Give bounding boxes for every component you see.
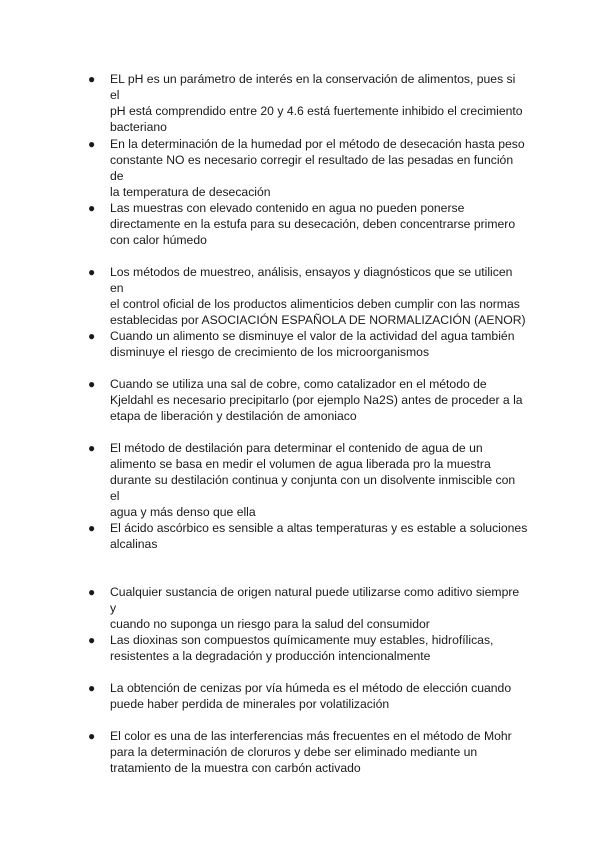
item-line: la temperatura de desecación (110, 185, 271, 199)
item-line: cuando no suponga un riesgo para la salud del consumidor (110, 617, 430, 631)
item-line: Los métodos de muestreo, análisis, ensayos y diagnósticos que se utilicen en (110, 265, 513, 295)
item-line: Las dioxinas son compuestos químicamente muy estables, hidrofílicas, (110, 633, 494, 647)
list-item (88, 728, 528, 776)
list-item (88, 71, 528, 135)
list-item (88, 328, 528, 360)
list-item (88, 376, 528, 424)
item-line: Cuando se utiliza una sal de cobre, como catalizador en el método de (110, 377, 487, 391)
item-line: alcalinas (110, 537, 158, 551)
item-text (110, 71, 528, 135)
list-item (88, 632, 528, 664)
bullet-icon: ● (88, 377, 96, 391)
item-text (110, 440, 528, 520)
item-line: el control oficial de los productos alimenticios deben cumplir con las normas (110, 297, 520, 311)
bullet-icon: ● (88, 265, 96, 279)
list-item (88, 440, 528, 520)
list-item (88, 264, 528, 328)
item-line: Kjeldahl es necesario precipitarlo (por ejemplo Na2S) antes de proceder a la (110, 393, 523, 407)
item-line: EL pH es un parámetro de interés en la conservación de alimentos, pues si el (110, 72, 516, 102)
item-text (110, 136, 528, 200)
bullet-icon: ● (88, 329, 96, 343)
list-item (88, 136, 528, 200)
bullet-icon: ● (88, 521, 96, 535)
item-text (110, 376, 528, 424)
item-line: La obtención de cenizas por vía húmeda es el método de elección cuando (110, 681, 512, 695)
bullet-icon: ● (88, 681, 96, 695)
item-line: Las muestras con elevado contenido en agua no pueden ponerse (110, 201, 465, 215)
item-line: puede haber perdida de minerales por volatilización (110, 697, 390, 711)
list-item (88, 680, 528, 712)
item-line: resistentes a la degradación y producción intencionalmente (110, 649, 431, 663)
item-line: constante NO es necesario corregir el resultado de las pesadas en función de (110, 153, 514, 183)
item-line: El método de destilación para determinar el contenido de agua de un (110, 441, 483, 455)
bullet-icon: ● (88, 729, 96, 743)
item-line: Cualquier sustancia de origen natural puede utilizarse como aditivo siempre y (110, 585, 520, 615)
bullet-icon: ● (88, 72, 96, 86)
item-line: alimento se basa en medir el volumen de agua liberada pro la muestra (110, 457, 491, 471)
list-item (88, 520, 528, 552)
list-item (88, 584, 528, 632)
item-line: El ácido ascórbico es sensible a altas temperaturas y es estable a soluciones (110, 521, 528, 535)
item-line: tratamiento de la muestra con carbón activado (110, 761, 361, 775)
bullet-icon: ● (88, 441, 96, 455)
list-item (88, 200, 528, 248)
item-line: El color es una de las interferencias más frecuentes en el método de Mohr (110, 729, 512, 743)
bullet-icon: ● (88, 201, 96, 215)
item-line: En la determinación de la humedad por el método de desecación hasta peso (110, 137, 525, 151)
item-text (110, 200, 528, 248)
item-line: Cuando un alimento se disminuye el valor de la actividad del agua también (110, 329, 515, 343)
item-line: agua y más denso que ella (110, 505, 256, 519)
item-text (110, 584, 528, 632)
item-line: etapa de liberación y destilación de amoniaco (110, 409, 357, 423)
bullet-icon: ● (88, 633, 96, 647)
item-line: para la determinación de cloruros y debe ser eliminado mediante un (110, 745, 478, 759)
item-line: durante su destilación continua y conjunta con un disolvente inmiscible con el (110, 473, 516, 503)
item-text (110, 632, 528, 664)
item-text (110, 728, 528, 776)
item-line: pH está comprendido entre 20 y 4.6 está fuertemente inhibido el crecimiento (110, 104, 523, 118)
item-line: directamente en la estufa para su desecación, deben concentrarse primero (110, 217, 516, 231)
bullet-icon: ● (88, 585, 96, 599)
bullet-icon: ● (88, 137, 96, 151)
item-line: establecidas por ASOCIACIÓN ESPAÑOLA DE NORMALIZACIÓN (AENOR) (110, 313, 526, 327)
item-text (110, 328, 528, 360)
item-line: bacteriano (110, 120, 167, 134)
item-text (110, 680, 528, 712)
item-text (110, 520, 528, 552)
item-text (110, 264, 528, 328)
item-line: con calor húmedo (110, 233, 207, 247)
item-line: disminuye el riesgo de crecimiento de los microorganismos (110, 345, 430, 359)
